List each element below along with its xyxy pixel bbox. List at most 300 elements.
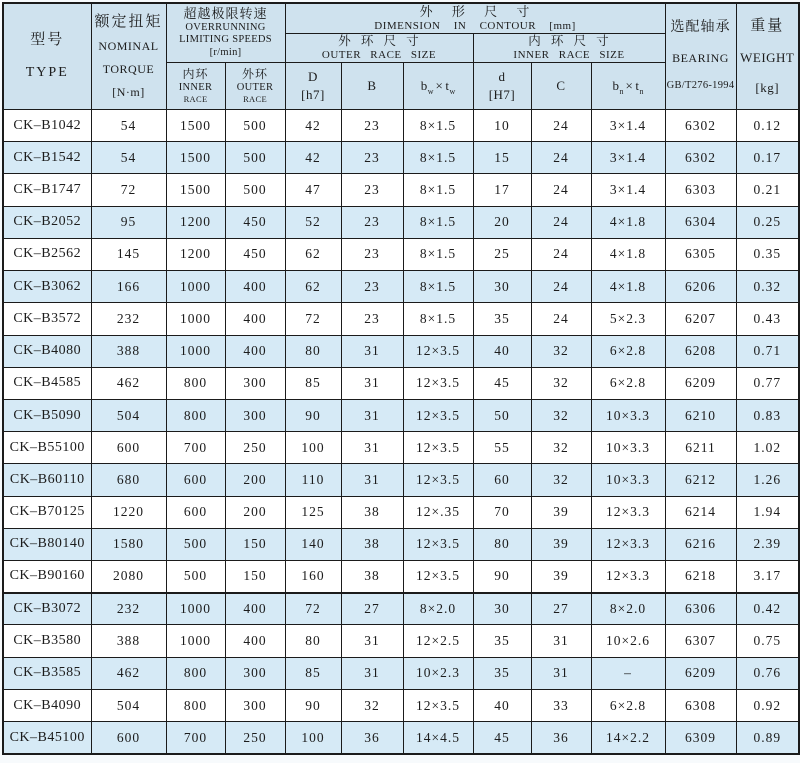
cell-bearing: 6210 xyxy=(665,399,736,431)
cell-outer-speed: 300 xyxy=(225,657,285,689)
cell-bn-tn: 6×2.8 xyxy=(591,335,665,367)
cell-d: 30 xyxy=(473,593,531,625)
cell-torque: 54 xyxy=(91,109,166,141)
table-row xyxy=(3,238,799,270)
cell-B: 36 xyxy=(341,722,403,754)
cell-bw-tw: 12×3.5 xyxy=(403,399,473,431)
cell-bearing: 6304 xyxy=(665,206,736,238)
header-col-tn-base: t xyxy=(635,77,640,93)
cell-torque: 145 xyxy=(91,238,166,270)
header-speeds-zh: 超越极限转速 xyxy=(183,6,268,22)
header-col-bw-tw xyxy=(403,62,473,109)
cell-d: 30 xyxy=(473,271,531,303)
cell-bn-tn: 3×1.4 xyxy=(591,109,665,141)
cell-weight: 0.32 xyxy=(736,271,799,303)
table-row xyxy=(3,399,799,431)
cell-bw-tw: 12×.35 xyxy=(403,496,473,528)
header-inner-size-en: INNER RACE SIZE xyxy=(513,48,625,61)
cell-C: 24 xyxy=(531,174,591,206)
table-row xyxy=(3,528,799,560)
header-weight xyxy=(736,3,799,109)
cell-bw-tw: 8×1.5 xyxy=(403,303,473,335)
cell-type: CK–B4090 xyxy=(3,689,91,721)
cell-D: 72 xyxy=(285,593,341,625)
cell-type: CK–B3585 xyxy=(3,657,91,689)
cell-type: CK–B45100 xyxy=(3,722,91,754)
cell-C: 24 xyxy=(531,142,591,174)
cell-B: 31 xyxy=(341,432,403,464)
cell-inner-speed: 1500 xyxy=(166,109,225,141)
header-inner-race-size xyxy=(473,33,665,62)
header-type-zh: 型号 xyxy=(30,32,65,49)
cell-bw-tw: 8×1.5 xyxy=(403,238,473,270)
cell-outer-speed: 200 xyxy=(225,496,285,528)
header-col-B-symbol: B xyxy=(367,78,377,94)
cell-outer-speed: 200 xyxy=(225,464,285,496)
cell-B: 23 xyxy=(341,142,403,174)
header-col-bwtw-times: × xyxy=(435,77,444,93)
cell-d: 25 xyxy=(473,238,531,270)
cell-outer-speed: 250 xyxy=(225,722,285,754)
cell-inner-speed: 600 xyxy=(166,496,225,528)
cell-bn-tn: 4×1.8 xyxy=(591,238,665,270)
cell-outer-speed: 300 xyxy=(225,689,285,721)
table-row xyxy=(3,206,799,238)
header-speed-inner-zh: 内环 xyxy=(182,67,209,82)
cell-torque: 462 xyxy=(91,657,166,689)
cell-inner-speed: 1000 xyxy=(166,335,225,367)
cell-C: 32 xyxy=(531,432,591,464)
cell-weight: 3.17 xyxy=(736,561,799,593)
cell-torque: 1220 xyxy=(91,496,166,528)
cell-weight: 0.83 xyxy=(736,399,799,431)
cell-outer-speed: 300 xyxy=(225,399,285,431)
cell-d: 15 xyxy=(473,142,531,174)
cell-B: 31 xyxy=(341,657,403,689)
header-col-C xyxy=(531,62,591,109)
cell-B: 31 xyxy=(341,399,403,431)
cell-torque: 232 xyxy=(91,303,166,335)
header-weight-en: WEIGHT xyxy=(740,49,795,65)
cell-bn-tn: 8×2.0 xyxy=(591,593,665,625)
header-speeds-unit: [r/min] xyxy=(209,47,242,59)
cell-B: 38 xyxy=(341,561,403,593)
cell-type: CK–B60110 xyxy=(3,464,91,496)
cell-outer-speed: 450 xyxy=(225,206,285,238)
table-row xyxy=(3,464,799,496)
cell-torque: 504 xyxy=(91,689,166,721)
cell-weight: 0.76 xyxy=(736,657,799,689)
header-dimension-en-text: DIMENSION IN CONTOUR xyxy=(374,19,537,32)
cell-B: 23 xyxy=(341,206,403,238)
cell-bearing: 6211 xyxy=(665,432,736,464)
cell-bw-tw: 12×3.5 xyxy=(403,689,473,721)
cell-d: 60 xyxy=(473,464,531,496)
cell-bw-tw: 14×4.5 xyxy=(403,722,473,754)
cell-B: 27 xyxy=(341,593,403,625)
header-col-D-symbol: D xyxy=(308,69,318,85)
cell-inner-speed: 500 xyxy=(166,528,225,560)
table-row xyxy=(3,142,799,174)
table-row xyxy=(3,335,799,367)
cell-type: CK–B2562 xyxy=(3,238,91,270)
cell-weight: 0.43 xyxy=(736,303,799,335)
cell-bn-tn: 6×2.8 xyxy=(591,689,665,721)
cell-bw-tw: 12×3.5 xyxy=(403,432,473,464)
header-col-bn-base: b xyxy=(612,77,620,93)
cell-inner-speed: 1000 xyxy=(166,593,225,625)
cell-bearing: 6207 xyxy=(665,303,736,335)
table-row xyxy=(3,561,799,593)
table-row xyxy=(3,174,799,206)
header-col-d xyxy=(473,62,531,109)
cell-outer-speed: 450 xyxy=(225,238,285,270)
cell-type: CK–B3062 xyxy=(3,271,91,303)
cell-bearing: 6214 xyxy=(665,496,736,528)
header-speed-outer-en1: OUTER xyxy=(236,81,274,93)
cell-weight: 1.02 xyxy=(736,432,799,464)
header-weight-zh: 重量 xyxy=(750,17,785,34)
cell-torque: 1580 xyxy=(91,528,166,560)
header-row-1 xyxy=(3,3,799,33)
header-speed-inner-race xyxy=(166,62,225,109)
header-speed-inner-en2: RACE xyxy=(183,94,208,105)
header-bearing-std: GB/T276-1994 xyxy=(666,80,735,92)
header-torque-en1: NOMINAL xyxy=(98,39,159,54)
cell-weight: 0.42 xyxy=(736,593,799,625)
cell-type: CK–B3572 xyxy=(3,303,91,335)
header-outer-size-en: OUTER RACE SIZE xyxy=(321,48,437,61)
cell-d: 45 xyxy=(473,367,531,399)
cell-outer-speed: 150 xyxy=(225,528,285,560)
cell-bearing: 6309 xyxy=(665,722,736,754)
cell-d: 17 xyxy=(473,174,531,206)
cell-type: CK–B4080 xyxy=(3,335,91,367)
header-speeds-en2: LIMITING SPEEDS xyxy=(179,34,272,46)
header-torque-en2: TORQUE xyxy=(102,62,155,77)
cell-outer-speed: 500 xyxy=(225,142,285,174)
cell-inner-speed: 500 xyxy=(166,561,225,593)
cell-bearing: 6302 xyxy=(665,109,736,141)
cell-D: 72 xyxy=(285,303,341,335)
cell-torque: 600 xyxy=(91,432,166,464)
cell-D: 62 xyxy=(285,271,341,303)
cell-type: CK–B80140 xyxy=(3,528,91,560)
header-speeds xyxy=(166,3,285,62)
header-col-tw-sub: w xyxy=(449,87,456,97)
cell-C: 24 xyxy=(531,206,591,238)
cell-torque: 388 xyxy=(91,625,166,657)
cell-C: 24 xyxy=(531,271,591,303)
cell-bn-tn: 4×1.8 xyxy=(591,206,665,238)
cell-bn-tn: 4×1.8 xyxy=(591,271,665,303)
header-col-bntn-times: × xyxy=(625,77,634,93)
cell-d: 40 xyxy=(473,335,531,367)
cell-bearing: 6216 xyxy=(665,528,736,560)
cell-torque: 2080 xyxy=(91,561,166,593)
header-col-D-tolerance: [h7] xyxy=(301,86,325,102)
cell-D: 140 xyxy=(285,528,341,560)
table-row xyxy=(3,303,799,335)
cell-D: 110 xyxy=(285,464,341,496)
cell-bw-tw: 8×1.5 xyxy=(403,142,473,174)
header-outer-size-zh: 外 环 尺 寸 xyxy=(338,33,420,48)
cell-torque: 232 xyxy=(91,593,166,625)
cell-outer-speed: 250 xyxy=(225,432,285,464)
cell-d: 45 xyxy=(473,722,531,754)
cell-C: 32 xyxy=(531,399,591,431)
cell-type: CK–B55100 xyxy=(3,432,91,464)
cell-C: 24 xyxy=(531,238,591,270)
cell-weight: 2.39 xyxy=(736,528,799,560)
header-col-tw-base: t xyxy=(445,77,450,93)
cell-type: CK–B1542 xyxy=(3,142,91,174)
cell-bw-tw: 8×1.5 xyxy=(403,109,473,141)
cell-d: 80 xyxy=(473,528,531,560)
cell-bw-tw: 12×3.5 xyxy=(403,367,473,399)
header-col-d-symbol: d xyxy=(498,69,506,85)
cell-type: CK–B1747 xyxy=(3,174,91,206)
cell-torque: 166 xyxy=(91,271,166,303)
cell-weight: 0.89 xyxy=(736,722,799,754)
header-dimension-en xyxy=(286,20,665,33)
cell-D: 80 xyxy=(285,335,341,367)
header-col-bw-sub: w xyxy=(427,87,434,97)
cell-torque: 680 xyxy=(91,464,166,496)
cell-weight: 1.94 xyxy=(736,496,799,528)
cell-bearing: 6209 xyxy=(665,367,736,399)
cell-d: 90 xyxy=(473,561,531,593)
cell-torque: 462 xyxy=(91,367,166,399)
header-dimension-unit: [mm] xyxy=(549,19,576,32)
cell-B: 23 xyxy=(341,303,403,335)
cell-weight: 0.92 xyxy=(736,689,799,721)
cell-bearing: 6209 xyxy=(665,657,736,689)
cell-bearing: 6305 xyxy=(665,238,736,270)
cell-bw-tw: 8×1.5 xyxy=(403,206,473,238)
cell-d: 35 xyxy=(473,303,531,335)
header-weight-unit: [kg] xyxy=(755,79,780,95)
header-torque xyxy=(91,3,166,109)
cell-bearing: 6208 xyxy=(665,335,736,367)
cell-D: 42 xyxy=(285,109,341,141)
cell-B: 31 xyxy=(341,367,403,399)
table-row xyxy=(3,722,799,754)
cell-inner-speed: 800 xyxy=(166,399,225,431)
cell-D: 160 xyxy=(285,561,341,593)
cell-torque: 600 xyxy=(91,722,166,754)
cell-inner-speed: 800 xyxy=(166,657,225,689)
table-header xyxy=(3,3,799,109)
cell-B: 23 xyxy=(341,271,403,303)
cell-torque: 72 xyxy=(91,174,166,206)
cell-bn-tn: 3×1.4 xyxy=(591,142,665,174)
cell-outer-speed: 300 xyxy=(225,367,285,399)
header-type-en: TYPE xyxy=(25,64,69,80)
cell-torque: 54 xyxy=(91,142,166,174)
cell-C: 32 xyxy=(531,367,591,399)
cell-d: 70 xyxy=(473,496,531,528)
header-speed-outer-en2: RACE xyxy=(243,94,267,105)
cell-bn-tn: 3×1.4 xyxy=(591,174,665,206)
cell-C: 24 xyxy=(531,303,591,335)
cell-outer-speed: 500 xyxy=(225,174,285,206)
cell-outer-speed: 400 xyxy=(225,303,285,335)
cell-inner-speed: 600 xyxy=(166,464,225,496)
header-speed-inner-en1: INNER xyxy=(178,81,213,93)
cell-B: 31 xyxy=(341,464,403,496)
cell-bn-tn: – xyxy=(591,657,665,689)
header-speeds-en1: OVERRUNNING xyxy=(185,21,266,33)
cell-outer-speed: 400 xyxy=(225,625,285,657)
cell-type: CK–B5090 xyxy=(3,399,91,431)
cell-bn-tn: 14×2.2 xyxy=(591,722,665,754)
cell-bearing: 6308 xyxy=(665,689,736,721)
cell-inner-speed: 800 xyxy=(166,689,225,721)
cell-C: 33 xyxy=(531,689,591,721)
cell-D: 62 xyxy=(285,238,341,270)
cell-C: 39 xyxy=(531,528,591,560)
header-bearing-en: BEARING xyxy=(672,51,729,66)
cell-bearing: 6306 xyxy=(665,593,736,625)
cell-weight: 0.35 xyxy=(736,238,799,270)
cell-type: CK–B70125 xyxy=(3,496,91,528)
header-torque-zh: 额定扭矩 xyxy=(94,13,163,30)
cell-d: 40 xyxy=(473,689,531,721)
cell-outer-speed: 400 xyxy=(225,335,285,367)
cell-D: 90 xyxy=(285,689,341,721)
cell-type: CK–B1042 xyxy=(3,109,91,141)
cell-bn-tn: 10×3.3 xyxy=(591,464,665,496)
cell-bn-tn: 12×3.3 xyxy=(591,528,665,560)
header-col-C-symbol: C xyxy=(556,78,566,94)
table-row xyxy=(3,593,799,625)
cell-C: 32 xyxy=(531,335,591,367)
cell-bw-tw: 12×3.5 xyxy=(403,464,473,496)
cell-outer-speed: 400 xyxy=(225,271,285,303)
cell-inner-speed: 1000 xyxy=(166,625,225,657)
cell-bw-tw: 12×2.5 xyxy=(403,625,473,657)
cell-weight: 0.12 xyxy=(736,109,799,141)
bearing-spec-table xyxy=(2,2,800,755)
cell-weight: 0.75 xyxy=(736,625,799,657)
cell-B: 31 xyxy=(341,335,403,367)
cell-bn-tn: 12×3.3 xyxy=(591,561,665,593)
cell-C: 31 xyxy=(531,625,591,657)
cell-bearing: 6302 xyxy=(665,142,736,174)
cell-B: 38 xyxy=(341,528,403,560)
cell-outer-speed: 500 xyxy=(225,109,285,141)
cell-inner-speed: 1000 xyxy=(166,271,225,303)
cell-d: 35 xyxy=(473,657,531,689)
header-type xyxy=(3,3,91,109)
cell-weight: 0.17 xyxy=(736,142,799,174)
cell-bw-tw: 10×2.3 xyxy=(403,657,473,689)
cell-d: 50 xyxy=(473,399,531,431)
cell-D: 52 xyxy=(285,206,341,238)
cell-bw-tw: 8×1.5 xyxy=(403,271,473,303)
cell-bn-tn: 6×2.8 xyxy=(591,367,665,399)
cell-C: 36 xyxy=(531,722,591,754)
header-bearing xyxy=(665,3,736,109)
cell-inner-speed: 1200 xyxy=(166,206,225,238)
cell-D: 47 xyxy=(285,174,341,206)
cell-C: 31 xyxy=(531,657,591,689)
cell-weight: 0.25 xyxy=(736,206,799,238)
cell-outer-speed: 400 xyxy=(225,593,285,625)
cell-B: 31 xyxy=(341,625,403,657)
cell-C: 39 xyxy=(531,561,591,593)
cell-weight: 1.26 xyxy=(736,464,799,496)
cell-C: 24 xyxy=(531,109,591,141)
cell-torque: 504 xyxy=(91,399,166,431)
cell-B: 23 xyxy=(341,109,403,141)
cell-inner-speed: 700 xyxy=(166,722,225,754)
cell-type: CK–B4585 xyxy=(3,367,91,399)
cell-B: 32 xyxy=(341,689,403,721)
table-row xyxy=(3,657,799,689)
table-row xyxy=(3,432,799,464)
cell-D: 100 xyxy=(285,722,341,754)
header-col-D xyxy=(285,62,341,109)
header-dimension xyxy=(285,3,665,33)
cell-type: CK–B3580 xyxy=(3,625,91,657)
cell-type: CK–B90160 xyxy=(3,561,91,593)
cell-D: 42 xyxy=(285,142,341,174)
cell-bn-tn: 5×2.3 xyxy=(591,303,665,335)
header-speed-outer-race xyxy=(225,62,285,109)
cell-inner-speed: 1200 xyxy=(166,238,225,270)
cell-B: 23 xyxy=(341,238,403,270)
table-row xyxy=(3,689,799,721)
cell-D: 85 xyxy=(285,657,341,689)
table-row xyxy=(3,625,799,657)
header-col-d-tolerance: [H7] xyxy=(488,86,516,102)
cell-torque: 388 xyxy=(91,335,166,367)
cell-d: 10 xyxy=(473,109,531,141)
cell-type: CK–B3072 xyxy=(3,593,91,625)
header-bearing-zh: 选配轴承 xyxy=(670,20,731,36)
cell-D: 80 xyxy=(285,625,341,657)
cell-weight: 0.77 xyxy=(736,367,799,399)
cell-inner-speed: 1500 xyxy=(166,174,225,206)
cell-C: 39 xyxy=(531,496,591,528)
cell-weight: 0.71 xyxy=(736,335,799,367)
header-outer-race-size xyxy=(285,33,473,62)
cell-bearing: 6303 xyxy=(665,174,736,206)
cell-inner-speed: 1500 xyxy=(166,142,225,174)
cell-bw-tw: 12×3.5 xyxy=(403,528,473,560)
cell-D: 90 xyxy=(285,399,341,431)
cell-bearing: 6206 xyxy=(665,271,736,303)
header-col-bw-base: b xyxy=(420,77,428,93)
cell-D: 85 xyxy=(285,367,341,399)
cell-bw-tw: 12×3.5 xyxy=(403,335,473,367)
cell-d: 35 xyxy=(473,625,531,657)
header-col-bn-tn xyxy=(591,62,665,109)
table-row xyxy=(3,496,799,528)
header-inner-size-zh: 内 环 尺 寸 xyxy=(528,33,610,48)
cell-d: 55 xyxy=(473,432,531,464)
cell-inner-speed: 800 xyxy=(166,367,225,399)
cell-outer-speed: 150 xyxy=(225,561,285,593)
cell-weight: 0.21 xyxy=(736,174,799,206)
cell-bearing: 6307 xyxy=(665,625,736,657)
table-row xyxy=(3,367,799,399)
cell-D: 100 xyxy=(285,432,341,464)
header-col-bn-sub: n xyxy=(619,87,624,97)
cell-D: 125 xyxy=(285,496,341,528)
